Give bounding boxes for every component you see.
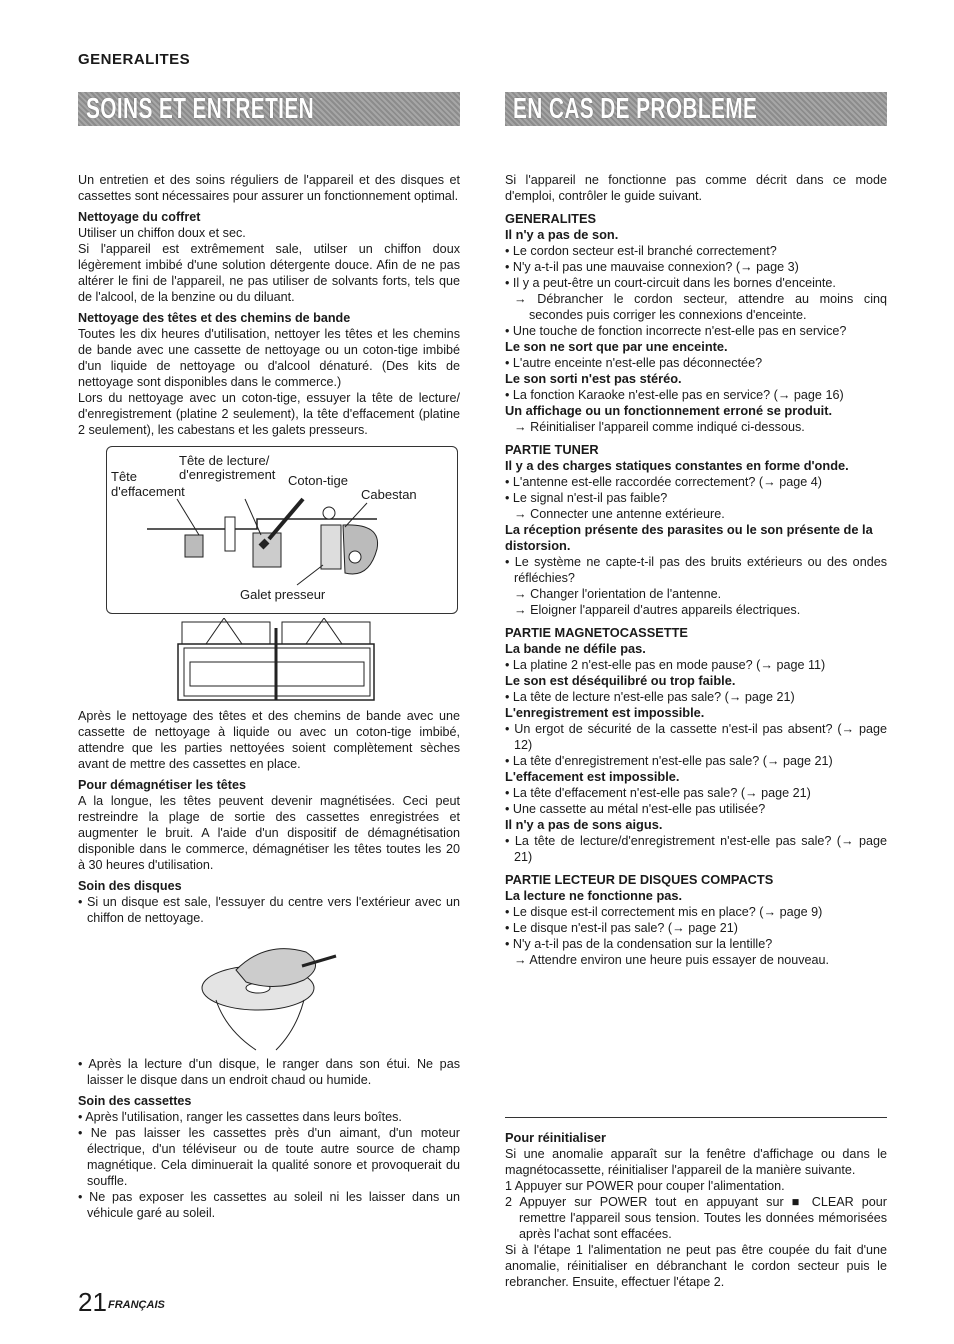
label-coton: Coton-tige [288,473,348,488]
remedy: → Connecter une antenne extérieure. [514,507,725,521]
left-column [78,172,460,1221]
divider [505,1117,887,1118]
heading-demag: Pour démagnétiser les têtes [78,778,246,792]
banner-soins: SOINS ET ENTRETIEN [78,92,460,126]
problem-title: La lecture ne fonctionne pas. [505,888,683,903]
bullet: • Il y a peut-être un court-circuit dans les bornes d'enceinte. [505,276,836,290]
problem-title: L'effacement est impossible. [505,769,680,784]
problem-title: Le son est déséquilibré ou trop faible. [505,673,736,688]
right-column [505,172,887,968]
page-number: 21 [78,1287,107,1317]
problem-title: Il y a des charges statiques constantes en forme d'onde. [505,458,849,473]
language-label: FRANÇAIS [108,1299,165,1311]
label-tete-eff-2: d'effacement [111,484,185,499]
bullet: • Le signal n'est-il pas faible? [505,491,668,505]
bullet: • Une cassette au métal n'est-elle pas utilisée? [505,802,766,816]
heading-coffret: Nettoyage du coffret [78,210,201,224]
heading-disques: Soin des disques [78,879,182,893]
label-tete-lecture: Tête de lecture/ [179,453,270,468]
bullet: • Un ergot de sécurité de la cassette n'est-il pas absent? (→ page 12) [505,722,887,752]
bullet: • N'y a-t-il pas de la condensation sur la lentille? [505,937,773,951]
heading-tuner: PARTIE TUNER [505,442,599,457]
bullet: • L'autre enceinte n'est-elle pas déconnectée? [505,356,763,370]
bullet: • La tête d'enregistrement n'est-elle pas sale? (→ page 21) [505,754,833,768]
bullet: • La platine 2 n'est-elle pas en mode pause? (→ page 11) [505,658,826,672]
problem-title: La réception présente des parasites ou le son présente de la distorsion. [505,522,873,553]
bullet: • Après la lecture d'un disque, le ranger dans son étui. Ne pas laisser le disque dans un endroit chaud ou humide. [78,1057,460,1087]
bullet: • La tête de lecture/d'enregistrement n'est-elle pas sale? (→ page 21) [505,834,887,864]
label-cabestan: Cabestan [361,487,417,502]
heading-reset: Pour réinitialiser [505,1130,606,1145]
section-label: GENERALITES [78,51,191,68]
bullet: • Si un disque est sale, l'essuyer du centre vers l'extérieur avec un chiffon de nettoyage. [78,895,460,925]
bullet: • Le cordon secteur est-il branché correctement? [505,244,777,258]
intro-text: Si l'appareil ne fonctionne pas comme décrit dans ce mode d'emploi, contrôler le guide suivant. [505,173,887,203]
label-tete-eff: Tête [111,469,138,484]
paragraph: A la longue, les têtes peuvent devenir magnétisées. Ceci peut restreindre la plage de sortie des cassettes enregistrées et augmenter le bruit. A l'aide d'un dispositif de démagnétisation disponible dans le commerce, démagnétiser les têtes toutes les 20 à 30 heures d'utilisation. [78,794,460,872]
bullet: • Ne pas exposer les cassettes au soleil ni les laisser dans un véhicule garé au soleil. [78,1190,460,1220]
bullet: • La tête d'effacement n'est-elle pas sale? (→ page 21) [505,786,811,800]
heading-tetes: Nettoyage des têtes et des chemins de bande [78,311,351,325]
problem-title: Il n'y a pas de son. [505,227,619,242]
heading-cd: PARTIE LECTEUR DE DISQUES COMPACTS [505,872,774,887]
bullet: • Une touche de fonction incorrecte n'est-elle pas en service? [505,324,847,338]
remedy: → Réinitialiser l'appareil comme indiqué ci-dessous. [514,420,805,434]
disc-wiping-drawing [196,930,346,1052]
intro-text: Un entretien et des soins réguliers de l'appareil et des disques et cassettes sont nécessaires pour assurer un fonctionnement optimal. [78,173,460,203]
problem-title: Un affichage ou un fonctionnement erroné se produit. [505,403,833,418]
paragraph: Toutes les dix heures d'utilisation, nettoyer les têtes et les chemins de bande avec une cassette de nettoyage ou un coton-tige imbibé d'un liquide de nettoyage ou d'alcool dénaturé. (Des kits de nettoyage sont disponibles dans le commerce.) [78,327,460,389]
bullet: • La fonction Karaoke n'est-elle pas en service? (→ page 16) [505,388,844,402]
label-tete-lecture-2: d'enregistrement [179,467,276,482]
cassette-deck-drawing [176,618,376,702]
paragraph: Si à l'étape 1 l'alimentation ne peut pas être coupée du fait d'une anomalie, réinitialiser en débranchant le cordon secteur puis le rebrancher. Ensuite, effectuer l'étape 2. [505,1243,887,1289]
bullet: • L'antenne est-elle raccordée correctement? (→ page 4) [505,475,822,489]
reset-section [505,1130,887,1290]
bullet: • N'y a-t-il pas une mauvaise connexion? (→ page 3) [505,260,799,274]
problem-title: L'enregistrement est impossible. [505,705,705,720]
deck-svg [176,618,376,702]
remedy: → Débrancher le cordon secteur, attendre au moins cinq secondes puis corriger les connexions d'enceinte. [514,292,887,322]
paragraph: Si une anomalie apparaît sur la fenêtre d'affichage ou dans le magnétocassette, réinitialiser l'appareil de la manière suivante. [505,1147,887,1177]
label-galet: Galet presseur [240,587,326,602]
banner-probleme: EN CAS DE PROBLEME [505,92,887,126]
paragraph: Utiliser un chiffon doux et sec. [78,226,246,240]
bullet: • Le disque est-il correctement mis en place? (→ page 9) [505,905,823,919]
paragraph: Après le nettoyage des têtes et des chemins de bande avec une cassette de nettoyage à liquide ou avec un coton-tige imbibé, attendre que les parties nettoyées soient complètement sèches avant de mettre des cassettes en place. [78,709,460,771]
problem-title: Le son ne sort que par une enceinte. [505,339,728,354]
step: 1 Appuyer sur POWER pour couper l'alimentation. [505,1179,785,1193]
problem-title: Le son sorti n'est pas stéréo. [505,371,682,386]
bullet: • La tête de lecture n'est-elle pas sale? (→ page 21) [505,690,795,704]
problem-title: Il n'y a pas de sons aigus. [505,817,663,832]
cleaning-diagram [106,446,458,614]
bullet: • Le disque n'est-il pas sale? (→ page 21) [505,921,738,935]
bullet: • Le système ne capte-t-il pas des bruits extérieurs ou des ondes réfléchies? [505,555,887,585]
paragraph: Lors du nettoyage avec un coton-tige, essuyer la tête de lecture/ d'enregistrement (platine 2 seulement), la tête d'effacement (platine 2 seulement), les cabestans et les galets presseurs. [78,391,460,437]
step: 2 Appuyer sur POWER tout en appuyant sur ■ CLEAR pour remettre l'appareil sous tension. Toutes les données mémorisées après l'achat sont effacées. [505,1195,887,1241]
heading-magnetocassette: PARTIE MAGNETOCASSETTE [505,625,688,640]
problem-title: La bande ne défile pas. [505,641,646,656]
heading-cassettes: Soin des cassettes [78,1094,192,1108]
remedy: → Changer l'orientation de l'antenne. [514,587,722,601]
bullet: • Après l'utilisation, ranger les cassettes dans leurs boîtes. [78,1110,402,1124]
paragraph: Si l'appareil est extrêmement sale, utilser un chiffon doux légèrement imbibé d'une solution détergente douce. Afin de ne pas altérer le fini de l'appareil, ne pas utiliser de solvants forts, tels que de l'alcool, de la benzine ou du diluant. [78,242,460,304]
bullet: • Ne pas laisser les cassettes près d'un aimant, d'un moteur électrique, d'un téléviseur ou de toute autre source de champ magnétique. Cela diminuerait la qualité sonore et provoquerait du souffle. [78,1126,460,1188]
heading-generalites: GENERALITES [505,211,597,226]
remedy: → Eloigner l'appareil d'autres appareils électriques. [514,603,801,617]
disc-svg [196,930,346,1052]
remedy: → Attendre environ une heure puis essayer de nouveau. [514,953,830,967]
head-mechanism-drawing [107,447,459,615]
